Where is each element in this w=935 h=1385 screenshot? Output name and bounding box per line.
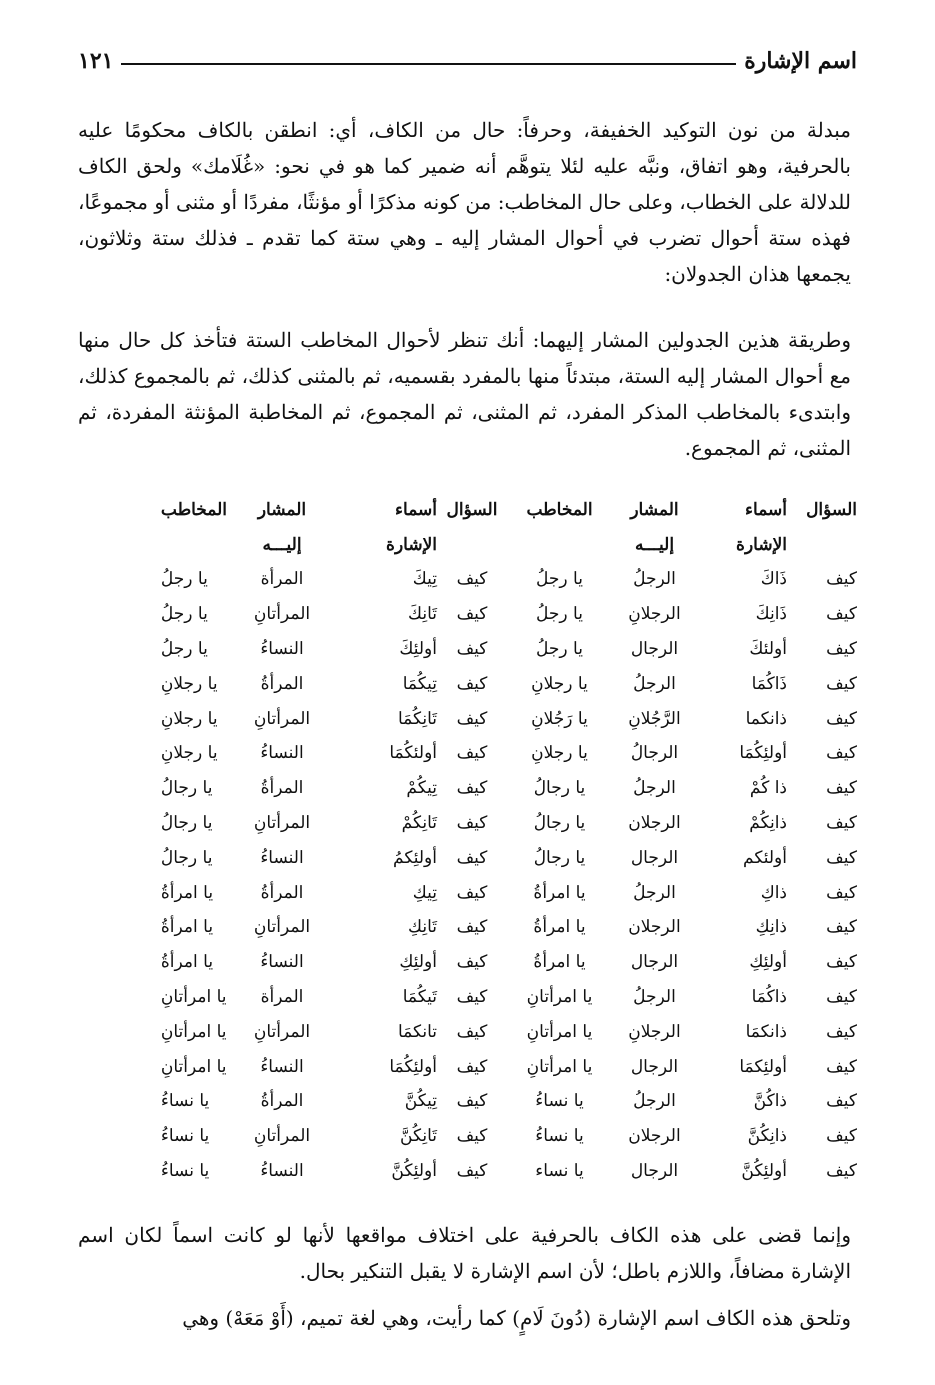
table-cell: يا رجلُ (536, 638, 583, 659)
table-cell: كيف (456, 569, 488, 590)
table-cell: المرأتانِ (253, 1126, 311, 1147)
table-cell: المرأتانِ (253, 1021, 311, 1042)
paragraph-1: مبدلة من نون التوكيد الخفيفة، وحرفاً: حال من الكاف، أي: انطقن بالكاف محكومًا عليه بالحرفية، وهو اتفاق، ونبَّه عليه لئلا يتوهَّم أنه ضمير كما هو في نحو: «غُلَامك» ولحق الكاف للدلالة على الخطاب، وعلى حال المخاطب: من كونه مذكرًا أو مؤنثًا، مفردًا أو مثنى أو مجموعًا، فهذه ستة أحوال تضرب في أحوال المشار إليه ـ وهي ستة كما تقدم ـ فذلك ستة وثلاثون، يجمعها هذان الجدولان: (78, 118, 851, 286)
table-row (161, 910, 857, 945)
table-cell: تَانِكِ (408, 917, 437, 938)
header-rule (121, 63, 736, 65)
table-cell: أولئِكمُ (393, 847, 437, 868)
table-cell: كيف (456, 743, 488, 764)
table-cell: كيف (456, 1056, 488, 1077)
table-cell: كيف (456, 917, 488, 938)
table-row (161, 840, 857, 875)
table-cell: يا امرأةُ (160, 952, 214, 973)
table-cell: يا امرأةُ (533, 917, 586, 938)
table-cell: كيف (826, 882, 857, 903)
table-cell: الرَّجُلانِ (628, 708, 681, 729)
column-header: أسماء (395, 499, 437, 520)
table-cell: المرأة (260, 569, 304, 590)
column-header: المخاطب (526, 499, 593, 520)
header-title: اسم الإشارة (744, 48, 857, 74)
table-cell: كيف (826, 917, 857, 938)
column-header (161, 527, 227, 562)
table-cell: المرأةُ (260, 778, 304, 799)
table-cell: النساءُ (260, 847, 304, 868)
table-cell: يا رجلانِ (160, 708, 218, 729)
table-cell: كيف (456, 882, 488, 903)
table-header-row (161, 527, 857, 562)
table-cell: يا نساءُ (535, 1091, 584, 1112)
table-row (161, 562, 857, 597)
table-cell: يا رجالُ (160, 778, 213, 799)
table-cell: كيف (456, 1091, 488, 1112)
table-cell: أولئِكِ (749, 952, 787, 973)
column-header: إليـــه (262, 534, 302, 555)
table-cell: كيف (456, 708, 488, 729)
table-row (161, 1014, 857, 1049)
column-header: الإشارة (386, 534, 437, 555)
table-cell: تِيكُمْ (406, 778, 437, 799)
paragraph-4: وتلحق هذه الكاف اسم الإشارة (دُونَ لَامٍ) كما رأيت، وهي لغة تميم، (أَوْ مَعَهْ) وهي (182, 1306, 851, 1330)
table-cell: المرأتانِ (253, 917, 311, 938)
table-cell: الرجلان (628, 1126, 681, 1147)
table-cell: يا رجلُ (160, 604, 208, 625)
table-cell: النساءُ (260, 743, 304, 764)
table-cell: يا امرأتانِ (526, 1021, 593, 1042)
table-row (161, 597, 857, 632)
table-cell: كيف (456, 604, 488, 625)
table-cell: ذاكُنَّ (753, 1091, 787, 1112)
table-cell: أولئِكُنَّ (391, 1160, 437, 1181)
table-cell: ذانِكِ (755, 917, 787, 938)
table-cell: تَانِكُنَّ (400, 1126, 437, 1147)
table-cell: ذَانِكَ (755, 604, 787, 625)
table-cell: كيف (826, 1126, 857, 1147)
table-cell: الرجلان (628, 917, 681, 938)
table-cell: أولئِكُمَا (389, 1056, 437, 1077)
table-cell: أولئِكُمَا (739, 743, 787, 764)
table-cell: أولئِكمَا (739, 1056, 787, 1077)
table-cell: الرجلُ (633, 778, 676, 799)
table-cell: كيف (456, 1126, 488, 1147)
table-cell: ذاكُمَا (751, 986, 787, 1007)
table-cell: تانكمَا (397, 1021, 437, 1042)
table-cell: كيف (456, 778, 488, 799)
table-cell: كيف (826, 1021, 857, 1042)
table-cell: يا رجلانِ (160, 673, 218, 694)
table-cell: كيف (826, 638, 857, 659)
table-cell: تِيكُنَّ (404, 1091, 437, 1112)
table-cell: النساءُ (260, 638, 304, 659)
table-cell: يا نساءُ (160, 1091, 210, 1112)
table-cell: أولئكَ (749, 638, 787, 659)
paragraph-3: وإنما قضى على هذه الكاف بالحرفية على اختلاف مواقعها لأنها لو كانت اسماً لكان اسم الإشارة مضافاً، واللازم باطل؛ لأن اسم الإشارة لا يقبل التنكير بحال. (78, 1223, 851, 1283)
column-header: السؤال (806, 499, 857, 520)
table-cell: ذانِكُنَّ (747, 1126, 787, 1147)
table-cell: يا رجلانِ (160, 743, 218, 764)
running-header (78, 44, 857, 78)
table-cell: المرأةُ (260, 882, 304, 903)
table-cell: المرأتانِ (253, 812, 311, 833)
table-cell: كيف (826, 778, 857, 799)
table-cell: المرأة (260, 986, 304, 1007)
table-cell: يا رجالُ (160, 847, 213, 868)
table-cell: المرأةُ (260, 1091, 304, 1112)
table-cell: أولئِكَ (399, 638, 437, 659)
table-cell: يا امرأةُ (533, 882, 586, 903)
table-cell: كيف (826, 1091, 857, 1112)
table-cell: يا رجلُ (160, 569, 208, 590)
table-cell: تِيكِ (412, 882, 437, 903)
table-row (161, 666, 857, 701)
table-cell: كيف (456, 847, 488, 868)
table-cell: تَانِكَ (408, 604, 437, 625)
column-header: المشار (257, 499, 307, 520)
column-header: الإشارة (736, 534, 787, 555)
table-cell: كيف (456, 952, 488, 973)
table-cell: ذَاكُمَا (751, 673, 787, 694)
table-cell: أولئِكِ (399, 952, 437, 973)
table-cell: ذانكما (745, 708, 787, 729)
table-cell: كيف (826, 708, 857, 729)
table-cell: يا رجلانِ (531, 743, 588, 764)
table-cell: الرجلانِ (628, 1021, 681, 1042)
column-header (507, 527, 612, 562)
table-cell: يا رَجُلانِ (531, 708, 588, 729)
table-row (161, 1154, 857, 1189)
table-cell: الرجلُ (633, 882, 676, 903)
column-header (437, 527, 507, 562)
table-row (161, 875, 857, 910)
table-header-row (161, 492, 857, 527)
table-cell: ذَاكَ (760, 569, 787, 590)
table-cell: يا رجالُ (533, 812, 586, 833)
column-header: المخاطب (160, 499, 227, 520)
table-cell: يا امرأةُ (160, 882, 214, 903)
table-cell: المرأتانِ (253, 708, 311, 729)
column-header (787, 527, 857, 562)
column-header: أسماء (745, 499, 787, 520)
table-row (161, 736, 857, 771)
table-cell: الرجلُ (633, 673, 676, 694)
table-cell: كيف (456, 638, 488, 659)
page-number: ١٢١ (78, 48, 114, 74)
table-cell: ذاكِ (760, 882, 787, 903)
table-cell: يا امرأتانِ (160, 1021, 227, 1042)
paragraph-2: وطريقة هذين الجدولين المشار إليهما: أنك تنظر لأحوال المخاطب الستة فتأخذ كل حال منها مع أحوال المشار إليه الستة، مبتدئاً منها بالمفرد بقسميه، ثم بالمثنى كذلك، ثم بالمجموع كذلك، وابتدىء بالمخاطب المذكر المفرد، ثم المثنى، ثم المجموع، ثم المخاطبة المؤنثة المفردة، ثم المثنى، ثم المجموع. (78, 328, 851, 460)
table-cell: يا نساءُ (160, 1160, 210, 1181)
table-cell: كيف (826, 812, 857, 833)
table-cell: كيف (456, 812, 488, 833)
table-cell: المرأتانِ (253, 604, 311, 625)
column-header: المشار (630, 499, 679, 520)
table-cell: الرجال (630, 847, 679, 868)
table-cell: الرجال (630, 638, 679, 659)
table-cell: الرجالُ (630, 743, 679, 764)
table-cell: يا رجلُ (160, 638, 208, 659)
table-row (161, 806, 857, 841)
table-cell: أولئكُمَا (389, 743, 437, 764)
table-cell: كيف (826, 673, 857, 694)
table-cell: كيف (826, 569, 857, 590)
table-cell: تِيكُمَا (402, 673, 437, 694)
table-cell: كيف (456, 1160, 488, 1181)
table-cell: النساءُ (260, 952, 304, 973)
table-cell: النساءُ (260, 1056, 304, 1077)
table-cell: الرجلُ (633, 569, 676, 590)
table-cell: يا امرأةُ (160, 917, 214, 938)
table-row (161, 771, 857, 806)
table-cell: كيف (456, 673, 488, 694)
table-cell: يا امرأتانِ (526, 1056, 593, 1077)
table-cell: الرجلانِ (628, 604, 681, 625)
table-cell: كيف (826, 604, 857, 625)
table-cell: كيف (826, 1056, 857, 1077)
table-cell: يا رجالُ (160, 812, 213, 833)
table-cell: يا رجلُ (536, 604, 583, 625)
table-cell: كيف (826, 1160, 857, 1181)
table-cell: أولئكم (743, 847, 787, 868)
table-cell: يا نساء (535, 1160, 584, 1181)
table-cell: كيف (456, 1021, 488, 1042)
table-cell: الرجلان (628, 812, 681, 833)
table-cell: تَيكُمَا (402, 986, 437, 1007)
table-cell: يا نساءُ (535, 1126, 584, 1147)
table-cell: أولئِكُنَّ (741, 1160, 787, 1181)
table-cell: الرجال (630, 1056, 679, 1077)
table-cell: كيف (826, 743, 857, 764)
table-row (161, 945, 857, 980)
table-cell: يا نساءُ (160, 1126, 210, 1147)
table-cell: يا رجلانِ (531, 673, 588, 694)
demonstratives-table (161, 492, 857, 1188)
table-cell: الرجلُ (633, 986, 676, 1007)
table-cell: تَانِكُمَا (397, 708, 437, 729)
table-cell: يا رجالُ (533, 778, 586, 799)
table-row (161, 701, 857, 736)
table-cell: يا امرأتانِ (160, 986, 227, 1007)
column-header: إليـــه (634, 534, 675, 555)
table-cell: كيف (456, 986, 488, 1007)
table-cell: ذانكمَا (745, 1021, 787, 1042)
table-cell: ذا كُمْ (749, 778, 787, 799)
table-cell: يا رجالُ (533, 847, 586, 868)
column-header: السؤال (446, 499, 498, 520)
table-cell: كيف (826, 986, 857, 1007)
table-cell: الرجال (630, 952, 679, 973)
table-cell: الرجلُ (633, 1091, 676, 1112)
table-row (161, 1049, 857, 1084)
table-cell: يا امرأتانِ (526, 986, 593, 1007)
table-row (161, 632, 857, 667)
table-cell: الرجال (630, 1160, 679, 1181)
table-row (161, 980, 857, 1015)
table-cell: تِيكَ (412, 569, 437, 590)
table-cell: كيف (826, 847, 857, 868)
table-row (161, 1119, 857, 1154)
table-cell: كيف (826, 952, 857, 973)
table-cell: ذانِكُمْ (749, 812, 787, 833)
table-cell: تَانِكُمْ (401, 812, 437, 833)
table-cell: المرأةُ (260, 673, 304, 694)
table-row (161, 1084, 857, 1119)
table-cell: يا امرأةُ (533, 952, 586, 973)
table-cell: يا امرأتانِ (160, 1056, 227, 1077)
table-cell: النساءُ (260, 1160, 304, 1181)
table-cell: يا رجلُ (536, 569, 583, 590)
